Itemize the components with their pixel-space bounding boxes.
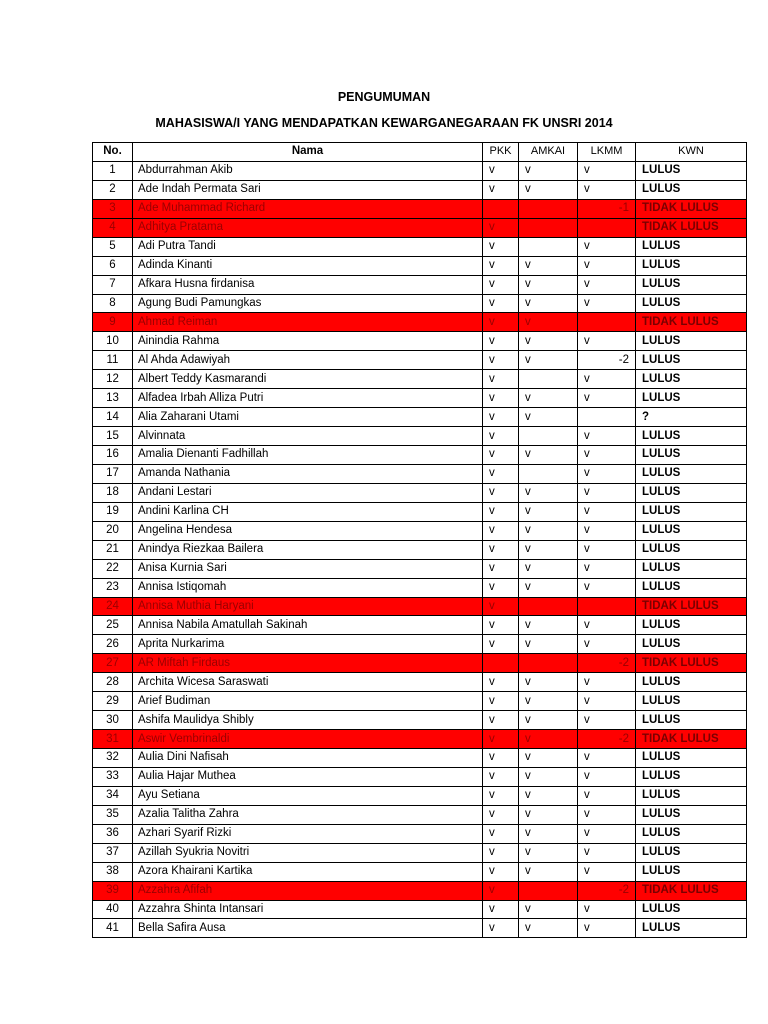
cell-lkmm: v bbox=[578, 521, 636, 540]
cell-lkmm: v bbox=[578, 578, 636, 597]
cell-nama: Aprita Nurkarima bbox=[133, 635, 483, 654]
table-row bbox=[93, 389, 747, 408]
cell-pkk: v bbox=[483, 881, 519, 900]
cell-nama: Annisa Istiqomah bbox=[133, 578, 483, 597]
cell-pkk: v bbox=[483, 389, 519, 408]
cell-amkai: v bbox=[519, 919, 578, 938]
cell-pkk: v bbox=[483, 161, 519, 180]
cell-no: 13 bbox=[93, 389, 133, 408]
table-row bbox=[93, 900, 747, 919]
cell-pkk: v bbox=[483, 673, 519, 692]
cell-nama: Ayu Setiana bbox=[133, 786, 483, 805]
cell-amkai: v bbox=[519, 275, 578, 294]
cell-no: 28 bbox=[93, 673, 133, 692]
cell-amkai bbox=[519, 237, 578, 256]
cell-amkai: v bbox=[519, 900, 578, 919]
cell-amkai: v bbox=[519, 749, 578, 768]
cell-no: 33 bbox=[93, 767, 133, 786]
cell-lkmm: -2 bbox=[578, 351, 636, 370]
cell-nama: Angelina Hendesa bbox=[133, 521, 483, 540]
table-row bbox=[93, 370, 747, 389]
cell-nama: AR Miftah Firdaus bbox=[133, 654, 483, 673]
cell-amkai: v bbox=[519, 805, 578, 824]
cell-kwn: LULUS bbox=[636, 256, 747, 275]
cell-lkmm bbox=[578, 313, 636, 332]
cell-kwn: LULUS bbox=[636, 521, 747, 540]
cell-amkai: v bbox=[519, 351, 578, 370]
cell-kwn: LULUS bbox=[636, 180, 747, 199]
column-header-lkmm: LKMM bbox=[578, 143, 636, 162]
cell-kwn: LULUS bbox=[636, 275, 747, 294]
cell-no: 2 bbox=[93, 180, 133, 199]
cell-lkmm: v bbox=[578, 370, 636, 389]
cell-pkk: v bbox=[483, 351, 519, 370]
cell-no: 3 bbox=[93, 199, 133, 218]
table-row bbox=[93, 578, 747, 597]
cell-no: 4 bbox=[93, 218, 133, 237]
cell-kwn: TIDAK LULUS bbox=[636, 218, 747, 237]
cell-amkai: v bbox=[519, 767, 578, 786]
table-row bbox=[93, 275, 747, 294]
cell-no: 36 bbox=[93, 824, 133, 843]
table-row bbox=[93, 332, 747, 351]
cell-no: 25 bbox=[93, 616, 133, 635]
cell-nama: Andani Lestari bbox=[133, 483, 483, 502]
table-row bbox=[93, 408, 747, 427]
cell-kwn: LULUS bbox=[636, 635, 747, 654]
cell-amkai: v bbox=[519, 843, 578, 862]
cell-amkai: v bbox=[519, 692, 578, 711]
cell-nama: Amanda Nathania bbox=[133, 464, 483, 483]
cell-nama: Adinda Kinanti bbox=[133, 256, 483, 275]
cell-nama: Azora Khairani Kartika bbox=[133, 862, 483, 881]
cell-no: 37 bbox=[93, 843, 133, 862]
cell-no: 32 bbox=[93, 749, 133, 768]
cell-pkk: v bbox=[483, 843, 519, 862]
cell-nama: Aulia Dini Nafisah bbox=[133, 749, 483, 768]
cell-pkk: v bbox=[483, 692, 519, 711]
cell-amkai: v bbox=[519, 673, 578, 692]
cell-lkmm: v bbox=[578, 540, 636, 559]
cell-amkai: v bbox=[519, 389, 578, 408]
cell-lkmm: v bbox=[578, 919, 636, 938]
table-row bbox=[93, 502, 747, 521]
cell-nama: Aulia Hajar Muthea bbox=[133, 767, 483, 786]
cell-amkai bbox=[519, 199, 578, 218]
cell-no: 22 bbox=[93, 559, 133, 578]
cell-no: 19 bbox=[93, 502, 133, 521]
cell-amkai: v bbox=[519, 521, 578, 540]
cell-kwn: TIDAK LULUS bbox=[636, 199, 747, 218]
cell-amkai: v bbox=[519, 635, 578, 654]
table-row bbox=[93, 218, 747, 237]
cell-pkk: v bbox=[483, 275, 519, 294]
cell-pkk: v bbox=[483, 446, 519, 465]
cell-kwn: TIDAK LULUS bbox=[636, 597, 747, 616]
cell-lkmm: -2 bbox=[578, 654, 636, 673]
cell-lkmm: v bbox=[578, 673, 636, 692]
cell-amkai bbox=[519, 464, 578, 483]
cell-kwn: LULUS bbox=[636, 540, 747, 559]
cell-lkmm: v bbox=[578, 711, 636, 730]
table-row bbox=[93, 427, 747, 446]
cell-pkk bbox=[483, 654, 519, 673]
cell-kwn: TIDAK LULUS bbox=[636, 654, 747, 673]
table-row bbox=[93, 881, 747, 900]
table-row bbox=[93, 351, 747, 370]
cell-nama: Ashifa Maulidya Shibly bbox=[133, 711, 483, 730]
cell-amkai: v bbox=[519, 786, 578, 805]
cell-nama: Ainindia Rahma bbox=[133, 332, 483, 351]
table-row bbox=[93, 862, 747, 881]
cell-kwn: LULUS bbox=[636, 919, 747, 938]
cell-lkmm: v bbox=[578, 275, 636, 294]
cell-lkmm: -1 bbox=[578, 199, 636, 218]
cell-pkk: v bbox=[483, 540, 519, 559]
cell-nama: Annisa Nabila Amatullah Sakinah bbox=[133, 616, 483, 635]
cell-lkmm: v bbox=[578, 389, 636, 408]
cell-amkai bbox=[519, 370, 578, 389]
cell-nama: Archita Wicesa Saraswati bbox=[133, 673, 483, 692]
cell-kwn: LULUS bbox=[636, 370, 747, 389]
table-row bbox=[93, 805, 747, 824]
cell-kwn: LULUS bbox=[636, 767, 747, 786]
cell-amkai bbox=[519, 218, 578, 237]
table-row bbox=[93, 483, 747, 502]
cell-no: 12 bbox=[93, 370, 133, 389]
cell-no: 9 bbox=[93, 313, 133, 332]
table-row bbox=[93, 843, 747, 862]
cell-lkmm: v bbox=[578, 862, 636, 881]
cell-amkai: v bbox=[519, 294, 578, 313]
table-row bbox=[93, 597, 747, 616]
cell-pkk: v bbox=[483, 767, 519, 786]
table-row bbox=[93, 237, 747, 256]
table-row bbox=[93, 180, 747, 199]
column-header-pkk: PKK bbox=[483, 143, 519, 162]
cell-no: 1 bbox=[93, 161, 133, 180]
page-title: PENGUMUMAN bbox=[337, 90, 431, 104]
cell-amkai: v bbox=[519, 332, 578, 351]
table-row bbox=[93, 824, 747, 843]
cell-amkai: v bbox=[519, 408, 578, 427]
cell-kwn: LULUS bbox=[636, 559, 747, 578]
cell-nama: Anisa Kurnia Sari bbox=[133, 559, 483, 578]
cell-nama: Azzahra Shinta Intansari bbox=[133, 900, 483, 919]
cell-lkmm: v bbox=[578, 616, 636, 635]
cell-kwn: LULUS bbox=[636, 351, 747, 370]
cell-lkmm: v bbox=[578, 805, 636, 824]
cell-no: 40 bbox=[93, 900, 133, 919]
cell-amkai: v bbox=[519, 862, 578, 881]
cell-no: 17 bbox=[93, 464, 133, 483]
cell-kwn: TIDAK LULUS bbox=[636, 881, 747, 900]
cell-nama: Al Ahda Adawiyah bbox=[133, 351, 483, 370]
cell-lkmm: v bbox=[578, 635, 636, 654]
cell-lkmm: v bbox=[578, 900, 636, 919]
cell-pkk: v bbox=[483, 370, 519, 389]
cell-amkai: v bbox=[519, 559, 578, 578]
cell-kwn: LULUS bbox=[636, 332, 747, 351]
cell-amkai: v bbox=[519, 711, 578, 730]
table-header-row bbox=[93, 143, 747, 162]
cell-kwn: LULUS bbox=[636, 749, 747, 768]
cell-amkai: v bbox=[519, 313, 578, 332]
cell-pkk: v bbox=[483, 502, 519, 521]
cell-nama: Agung Budi Pamungkas bbox=[133, 294, 483, 313]
cell-kwn: LULUS bbox=[636, 161, 747, 180]
cell-pkk: v bbox=[483, 521, 519, 540]
cell-pkk: v bbox=[483, 294, 519, 313]
cell-lkmm: v bbox=[578, 446, 636, 465]
cell-amkai bbox=[519, 597, 578, 616]
cell-pkk: v bbox=[483, 635, 519, 654]
cell-nama: Ade Muhammad Richard bbox=[133, 199, 483, 218]
cell-lkmm: v bbox=[578, 464, 636, 483]
cell-amkai: v bbox=[519, 824, 578, 843]
cell-kwn: LULUS bbox=[636, 692, 747, 711]
cell-pkk: v bbox=[483, 578, 519, 597]
cell-pkk: v bbox=[483, 559, 519, 578]
cell-lkmm bbox=[578, 597, 636, 616]
table-row bbox=[93, 294, 747, 313]
cell-no: 30 bbox=[93, 711, 133, 730]
cell-nama: Abdurrahman Akib bbox=[133, 161, 483, 180]
cell-lkmm: v bbox=[578, 237, 636, 256]
cell-kwn: LULUS bbox=[636, 862, 747, 881]
cell-kwn: LULUS bbox=[636, 483, 747, 502]
cell-nama: Andini Karlina CH bbox=[133, 502, 483, 521]
cell-nama: Azhari Syarif Rizki bbox=[133, 824, 483, 843]
column-header-amkai: AMKAI bbox=[519, 143, 578, 162]
cell-kwn: TIDAK LULUS bbox=[636, 730, 747, 749]
cell-kwn: LULUS bbox=[636, 824, 747, 843]
cell-kwn: LULUS bbox=[636, 389, 747, 408]
cell-kwn: LULUS bbox=[636, 673, 747, 692]
cell-kwn: LULUS bbox=[636, 711, 747, 730]
cell-lkmm: v bbox=[578, 161, 636, 180]
cell-nama: Albert Teddy Kasmarandi bbox=[133, 370, 483, 389]
table-row bbox=[93, 616, 747, 635]
table-row bbox=[93, 521, 747, 540]
table-row bbox=[93, 692, 747, 711]
cell-kwn: LULUS bbox=[636, 237, 747, 256]
cell-nama: Alfadea Irbah Alliza Putri bbox=[133, 389, 483, 408]
cell-pkk: v bbox=[483, 749, 519, 768]
cell-nama: Afkara Husna firdanisa bbox=[133, 275, 483, 294]
cell-pkk: v bbox=[483, 597, 519, 616]
cell-kwn: LULUS bbox=[636, 502, 747, 521]
cell-no: 11 bbox=[93, 351, 133, 370]
table-row bbox=[93, 919, 747, 938]
cell-kwn: LULUS bbox=[636, 294, 747, 313]
cell-no: 8 bbox=[93, 294, 133, 313]
cell-amkai: v bbox=[519, 540, 578, 559]
cell-pkk: v bbox=[483, 218, 519, 237]
cell-pkk: v bbox=[483, 711, 519, 730]
cell-pkk bbox=[483, 199, 519, 218]
table-row bbox=[93, 559, 747, 578]
table-row bbox=[93, 711, 747, 730]
cell-amkai: v bbox=[519, 161, 578, 180]
cell-no: 16 bbox=[93, 446, 133, 465]
cell-lkmm: v bbox=[578, 843, 636, 862]
table-row bbox=[93, 256, 747, 275]
cell-lkmm: v bbox=[578, 294, 636, 313]
cell-kwn: LULUS bbox=[636, 578, 747, 597]
cell-no: 23 bbox=[93, 578, 133, 597]
cell-nama: Anindya Riezkaa Bailera bbox=[133, 540, 483, 559]
cell-no: 21 bbox=[93, 540, 133, 559]
cell-nama: Annisa Muthia Haryani bbox=[133, 597, 483, 616]
cell-lkmm: v bbox=[578, 749, 636, 768]
cell-lkmm: v bbox=[578, 502, 636, 521]
cell-no: 20 bbox=[93, 521, 133, 540]
cell-nama: Bella Safira Ausa bbox=[133, 919, 483, 938]
table-body bbox=[93, 161, 747, 937]
table-row bbox=[93, 749, 747, 768]
table-row bbox=[93, 767, 747, 786]
cell-no: 6 bbox=[93, 256, 133, 275]
table-row bbox=[93, 673, 747, 692]
cell-pkk: v bbox=[483, 237, 519, 256]
cell-no: 7 bbox=[93, 275, 133, 294]
cell-no: 27 bbox=[93, 654, 133, 673]
cell-pkk: v bbox=[483, 919, 519, 938]
table-row bbox=[93, 786, 747, 805]
cell-amkai: v bbox=[519, 256, 578, 275]
cell-pkk: v bbox=[483, 824, 519, 843]
cell-kwn: LULUS bbox=[636, 464, 747, 483]
cell-amkai: v bbox=[519, 446, 578, 465]
cell-lkmm: v bbox=[578, 427, 636, 446]
cell-nama: Ahmad Reiman bbox=[133, 313, 483, 332]
cell-kwn: ? bbox=[636, 408, 747, 427]
column-header-no: No. bbox=[93, 143, 133, 162]
table-row bbox=[93, 161, 747, 180]
cell-pkk: v bbox=[483, 730, 519, 749]
cell-no: 15 bbox=[93, 427, 133, 446]
table-row bbox=[93, 446, 747, 465]
cell-kwn: LULUS bbox=[636, 616, 747, 635]
cell-pkk: v bbox=[483, 332, 519, 351]
cell-nama: Azalia Talitha Zahra bbox=[133, 805, 483, 824]
cell-lkmm: v bbox=[578, 824, 636, 843]
cell-nama: Aswir Vembrinaldi bbox=[133, 730, 483, 749]
cell-amkai: v bbox=[519, 180, 578, 199]
cell-pkk: v bbox=[483, 862, 519, 881]
cell-nama: Adi Putra Tandi bbox=[133, 237, 483, 256]
cell-lkmm: v bbox=[578, 786, 636, 805]
table-row bbox=[93, 654, 747, 673]
table-row bbox=[93, 540, 747, 559]
cell-pkk: v bbox=[483, 464, 519, 483]
cell-lkmm: v bbox=[578, 483, 636, 502]
cell-no: 14 bbox=[93, 408, 133, 427]
table-row bbox=[93, 464, 747, 483]
cell-no: 35 bbox=[93, 805, 133, 824]
table-row bbox=[93, 635, 747, 654]
cell-amkai: v bbox=[519, 578, 578, 597]
cell-nama: Azzahra Afifah bbox=[133, 881, 483, 900]
page-subtitle: MAHASISWA/I YANG MENDAPATKAN KEWARGANEGARAAN FK UNSRI 2014 bbox=[155, 116, 613, 130]
cell-no: 41 bbox=[93, 919, 133, 938]
cell-amkai: v bbox=[519, 502, 578, 521]
cell-no: 38 bbox=[93, 862, 133, 881]
cell-lkmm: -2 bbox=[578, 881, 636, 900]
cell-nama: Arief Budiman bbox=[133, 692, 483, 711]
cell-amkai bbox=[519, 881, 578, 900]
cell-pkk: v bbox=[483, 483, 519, 502]
cell-nama: Amalia Dienanti Fadhillah bbox=[133, 446, 483, 465]
cell-pkk: v bbox=[483, 427, 519, 446]
cell-nama: Azillah Syukria Novitri bbox=[133, 843, 483, 862]
cell-no: 29 bbox=[93, 692, 133, 711]
cell-amkai bbox=[519, 654, 578, 673]
cell-nama: Ade Indah Permata Sari bbox=[133, 180, 483, 199]
cell-amkai: v bbox=[519, 483, 578, 502]
cell-kwn: LULUS bbox=[636, 843, 747, 862]
column-header-kwn: KWN bbox=[636, 143, 747, 162]
cell-lkmm bbox=[578, 218, 636, 237]
cell-lkmm: v bbox=[578, 692, 636, 711]
student-table bbox=[92, 142, 747, 938]
cell-pkk: v bbox=[483, 616, 519, 635]
cell-lkmm: v bbox=[578, 256, 636, 275]
cell-kwn: LULUS bbox=[636, 900, 747, 919]
column-header-nama: Nama bbox=[133, 143, 483, 162]
cell-kwn: LULUS bbox=[636, 427, 747, 446]
cell-pkk: v bbox=[483, 786, 519, 805]
cell-pkk: v bbox=[483, 180, 519, 199]
cell-lkmm: -2 bbox=[578, 730, 636, 749]
table-row bbox=[93, 199, 747, 218]
cell-no: 24 bbox=[93, 597, 133, 616]
cell-no: 31 bbox=[93, 730, 133, 749]
cell-kwn: LULUS bbox=[636, 786, 747, 805]
cell-pkk: v bbox=[483, 900, 519, 919]
cell-nama: Adhitya Pratama bbox=[133, 218, 483, 237]
cell-lkmm: v bbox=[578, 767, 636, 786]
cell-no: 10 bbox=[93, 332, 133, 351]
cell-amkai: v bbox=[519, 730, 578, 749]
cell-lkmm: v bbox=[578, 559, 636, 578]
cell-lkmm: v bbox=[578, 180, 636, 199]
cell-nama: Alia Zaharani Utami bbox=[133, 408, 483, 427]
cell-amkai: v bbox=[519, 616, 578, 635]
table-row bbox=[93, 730, 747, 749]
cell-no: 39 bbox=[93, 881, 133, 900]
cell-pkk: v bbox=[483, 313, 519, 332]
cell-amkai bbox=[519, 427, 578, 446]
cell-kwn: TIDAK LULUS bbox=[636, 313, 747, 332]
cell-no: 34 bbox=[93, 786, 133, 805]
cell-lkmm bbox=[578, 408, 636, 427]
cell-kwn: LULUS bbox=[636, 446, 747, 465]
cell-no: 5 bbox=[93, 237, 133, 256]
table-row bbox=[93, 313, 747, 332]
cell-nama: Alvinnata bbox=[133, 427, 483, 446]
cell-lkmm: v bbox=[578, 332, 636, 351]
cell-no: 26 bbox=[93, 635, 133, 654]
cell-pkk: v bbox=[483, 805, 519, 824]
cell-pkk: v bbox=[483, 256, 519, 275]
cell-pkk: v bbox=[483, 408, 519, 427]
cell-no: 18 bbox=[93, 483, 133, 502]
cell-kwn: LULUS bbox=[636, 805, 747, 824]
